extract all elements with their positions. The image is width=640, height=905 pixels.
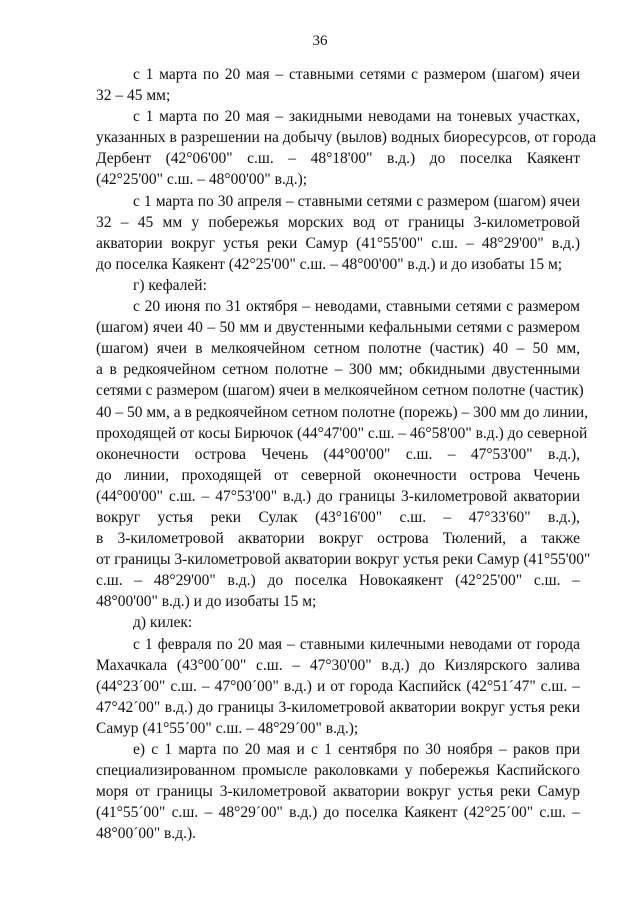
text-line: до поселка Каякент (42°25'00" с.ш. – 48°00'00" в.д.) и до изобаты 15 м; (96, 255, 563, 273)
paragraph (96, 64, 580, 106)
paragraph (96, 275, 580, 296)
paragraph (96, 191, 580, 275)
text-line: (44°23´00" с.ш. – 47°00´00" в.д.) и от города Каспийск (42°51´47" с.ш. – (96, 677, 580, 695)
paragraph (96, 106, 597, 190)
text-line: сетями с размером (шагом) ячеи в мелкоячейном сетном полотне (частик) (96, 382, 584, 400)
text-line: (41°55´00" с.ш. – 48°29´00" в.д.) до поселка Каякент (42°25´00" с.ш. – (96, 804, 580, 822)
text-line: 40 – 50 мм, а в редкоячейном сетном полотне (порежь) – 300 мм до линии, (96, 403, 589, 421)
text-line: а в редкоячейном сетном полотне – 300 мм; обкидными двустенными (96, 361, 580, 379)
text-line: 32 – 45 мм у побережья морских вод от границы 3-километровой (96, 213, 580, 231)
text-line: от границы 3-километровой акватории вокруг устья реки Самур (41°55'00" (96, 551, 591, 569)
text-line: с.ш. – 48°29'00" в.д.) до поселка Новокаякент (42°25'00" с.ш. – (96, 572, 580, 590)
text-line: (шагом) ячеи в мелкоячейном сетном полотне (частик) 40 – 50 мм, (96, 340, 580, 358)
text-line: акватории вокруг устья реки Самур (41°55'00" с.ш. – 48°29'00" в.д.) (96, 234, 580, 252)
text-line: 32 – 45 мм; (96, 87, 171, 105)
text-line: моря от границы 3-километровой акватории вокруг устья реки Самур (96, 783, 580, 801)
document-body (96, 64, 597, 844)
page-number: 36 (312, 33, 328, 49)
text-line: с 1 февраля по 20 мая – ставными килечными неводами от города (133, 635, 580, 653)
paragraph (96, 739, 580, 844)
text-line: указанных в разрешении на добычу (вылов) водных биоресурсов, от города (96, 129, 597, 147)
text-line: проходящей от косы Бирючок (44°47'00" с.ш. – 46°58'00" в.д.) до северной (96, 424, 588, 442)
text-line: 48°00´00" в.д.). (96, 825, 197, 843)
text-line: оконечности острова Чечень (44°00'00" с.ш. – 47°53'00" в.д.), (96, 445, 580, 463)
text-line: д) килек: (133, 614, 193, 632)
paragraph (96, 634, 580, 739)
text-line: с 1 марта по 20 мая – закидными неводами на тоневых участках, (133, 108, 580, 126)
text-line: с 20 июня по 31 октября – неводами, ставными сетями с размером (133, 298, 580, 316)
text-line: (шагом) ячеи 40 – 50 мм и двустенными кефальными сетями с размером (96, 319, 580, 337)
text-line: вокруг устья реки Сулак (43°16'00" с.ш. – 47°33'60" в.д.), (96, 508, 580, 526)
text-line: е) с 1 марта по 20 мая и с 1 сентября по 30 ноября – раков при (133, 741, 580, 758)
paragraph (96, 296, 591, 612)
text-line: (44°00'00" с.ш. – 47°53'00" в.д.) до границы 3-километровой акватории (96, 487, 580, 505)
text-line: Дербент (42°06'00" с.ш. – 48°18'00" в.д.) до поселка Каякент (96, 150, 580, 168)
text-line: Махачкала (43°00´00" с.ш. – 47°30'00" в.д.) до Кизлярского залива (96, 656, 580, 674)
paragraph (96, 612, 580, 633)
text-line: специализированном промысле раколовками у побережья Каспийского (96, 762, 580, 780)
text-line: г) кефалей: (133, 276, 207, 294)
text-line: в 3-километровой акватории вокруг острова Тюлений, а также (96, 530, 580, 548)
text-line: с 1 марта по 30 апреля – ставными сетями с размером (шагом) ячеи (133, 192, 580, 210)
text-line: Самур (41°55´00" с.ш. – 48°29´00" в.д.); (96, 719, 359, 737)
text-line: 47°42´00" в.д.) до границы 3-километровой акватории вокруг устья реки (96, 698, 580, 716)
text-line: 48°00'00" в.д.) и до изобаты 15 м; (96, 593, 317, 611)
text-line: с 1 марта по 20 мая – ставными сетями с размером (шагом) ячеи (133, 66, 580, 83)
text-line: (42°25'00" с.ш. – 48°00'00" в.д.); (96, 171, 308, 189)
text-line: до линии, проходящей от северной оконечности острова Чечень (96, 466, 580, 484)
